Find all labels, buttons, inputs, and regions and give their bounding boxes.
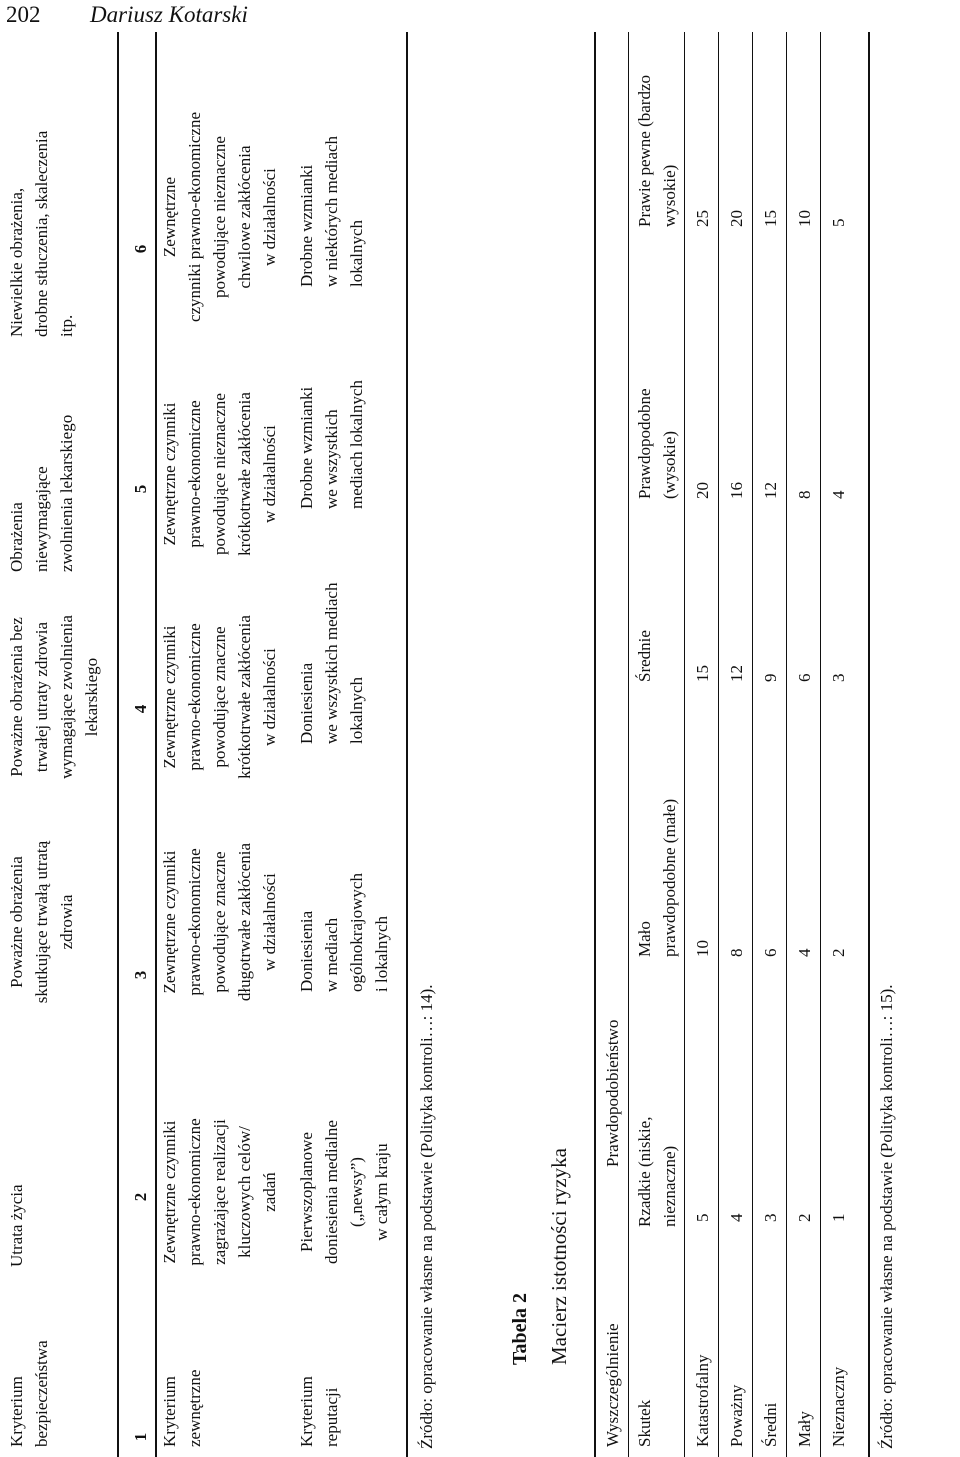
cell-line: itp.: [57, 314, 76, 337]
level-2-cell: [4, 1027, 29, 1267]
risk-score: 4: [727, 1213, 746, 1222]
table-rule: [868, 32, 870, 1457]
cell-line: zagrażające realizacji: [210, 1119, 229, 1265]
level-5-cell: [294, 309, 369, 509]
criterion-cell: [157, 1297, 207, 1447]
level-3-cell: [157, 807, 282, 1037]
cell-line: Prawie pewne (bardzo: [635, 75, 654, 227]
impact-label: Nieznaczny: [829, 1366, 848, 1447]
table-rule: [406, 32, 408, 1457]
table-title: Macierz istotności ryzyka: [547, 1148, 571, 1365]
level-4-cell: [157, 587, 282, 807]
table-rule: [684, 32, 685, 1457]
header-left: Wyszczególnienie: [603, 1323, 622, 1447]
risk-score: 3: [829, 673, 848, 682]
rotated-page-content: [0, 32, 960, 1457]
cell-line: trwałej utraty zdrowia: [32, 621, 51, 773]
cell-line: powodujące nieznaczne: [210, 136, 229, 298]
impact-label: Poważny: [727, 1384, 746, 1447]
cell-line: krótkotrwałe zakłócenia: [235, 615, 254, 779]
cell-line: w działalności: [260, 648, 279, 746]
cell-line: Średnie: [635, 630, 654, 682]
risk-score: 8: [727, 948, 746, 957]
cell-line: kluczowych celów/: [235, 1126, 254, 1258]
cell-line: zwolnienia lekarskiego: [57, 414, 76, 572]
cell-line: w działalności: [260, 168, 279, 266]
page-header: [0, 0, 960, 32]
table-rule: [820, 32, 821, 1457]
corner-cell: Skutek: [635, 1399, 654, 1447]
cell-line: prawno-ekonomiczne: [185, 848, 204, 996]
level-4-cell: [294, 544, 369, 744]
cell-line: wysokie): [660, 164, 679, 227]
table2-source-note: Źródło: opracowanie własne na podstawie (Polityka kontroli…: 15).: [877, 984, 896, 1449]
cell-line: czynniki prawno-ekonomiczne: [185, 111, 204, 323]
cell-line: skutkujące trwałą utratą: [32, 840, 51, 1004]
risk-score: 15: [761, 210, 780, 227]
cell-line: lekarskiego: [82, 657, 101, 737]
criterion-cell: [294, 1297, 344, 1447]
running-head-author: Dariusz Kotarski: [90, 2, 248, 27]
cell-line: prawno-ekonomiczne: [185, 623, 204, 771]
column-number: 4: [131, 704, 150, 714]
cell-line: bezpieczeństwa: [32, 1340, 51, 1447]
cell-line: Kryterium: [297, 1376, 316, 1447]
table-rule: [628, 32, 629, 1457]
probability-column-header: [632, 1007, 682, 1227]
probability-column-header: [632, 27, 682, 227]
cell-line: zewnętrzne: [185, 1369, 204, 1447]
level-5-cell: [4, 342, 79, 572]
level-6-cell: [4, 37, 79, 337]
cell-line: w niektórych mediach: [322, 135, 341, 287]
column-number: 6: [131, 244, 150, 254]
risk-score: 20: [693, 482, 712, 499]
table-rule: [594, 32, 596, 1457]
cell-line: Drobne wzmianki: [297, 164, 316, 287]
cell-line: niewymagające: [32, 466, 51, 572]
criterion-cell: [4, 1297, 54, 1447]
level-6-cell: [294, 87, 369, 287]
risk-score: 5: [829, 218, 848, 227]
risk-score: 1: [829, 1213, 848, 1222]
cell-line: Doniesienia: [297, 910, 316, 992]
risk-score: 10: [795, 210, 814, 227]
cell-line: Doniesienia: [297, 662, 316, 744]
cell-line: lokalnych: [347, 676, 366, 744]
cell-line: Utrata życia: [7, 1184, 26, 1267]
risk-score: 2: [795, 1213, 814, 1222]
cell-line: prawno-ekonomiczne: [185, 400, 204, 548]
probability-column-header: [632, 279, 682, 499]
cell-line: Zewnętrzne czynniki: [160, 402, 179, 546]
cell-line: reputacji: [322, 1387, 341, 1447]
cell-line: zdrowia: [57, 894, 76, 950]
column-number: 5: [131, 484, 150, 494]
impact-label: Mały: [795, 1411, 814, 1447]
cell-line: mediach lokalnych: [347, 380, 366, 509]
cell-line: Poważne obrażenia bez: [7, 617, 26, 777]
cell-line: Drobne wzmianki: [297, 386, 316, 509]
risk-score: 15: [693, 665, 712, 682]
cell-line: Zewnętrzne czynniki: [160, 850, 179, 994]
cell-line: (wysokie): [660, 431, 679, 499]
probability-column-header: [632, 737, 682, 957]
cell-line: Kryterium: [7, 1376, 26, 1447]
table-rule: [718, 32, 719, 1457]
level-4-cell: [4, 587, 104, 807]
cell-line: („newsy”): [347, 1157, 366, 1227]
header-probability: Prawdopodobieństwo: [603, 1019, 622, 1167]
page-number: 202: [6, 2, 41, 27]
risk-score: 6: [795, 673, 814, 682]
cell-line: Obrażenia: [7, 502, 26, 572]
impact-label: Katastrofalny: [693, 1354, 712, 1447]
risk-score: 6: [761, 948, 780, 957]
cell-line: doniesienia medialne: [322, 1120, 341, 1264]
cell-line: długotrwałe zakłócenia: [235, 842, 254, 1002]
risk-score: 3: [761, 1213, 780, 1222]
risk-score: 4: [829, 490, 848, 499]
impact-label: Średni: [761, 1402, 780, 1447]
cell-line: Pierwszoplanowe: [297, 1132, 316, 1252]
cell-line: nieznaczne): [660, 1145, 679, 1227]
column-number: 2: [131, 1192, 150, 1202]
cell-line: drobne stłuczenia, skaleczenia: [32, 130, 51, 337]
risk-score: 20: [727, 210, 746, 227]
table1-source-note: Źródło: opracowanie własne na podstawie (Polityka kontroli…: 14).: [417, 984, 436, 1449]
cell-line: wymagające zwolnienia: [57, 615, 76, 779]
cell-line: ogólnokrajowych: [347, 873, 366, 992]
cell-line: zadań: [260, 1172, 279, 1212]
table-number: Tabela 2: [509, 1292, 531, 1365]
cell-line: prawdopodobne (małe): [660, 798, 679, 957]
cell-line: Kryterium: [160, 1376, 179, 1447]
risk-score: 2: [829, 948, 848, 957]
cell-line: Zewnętrzne czynniki: [160, 625, 179, 769]
level-2-cell: [157, 1077, 282, 1307]
cell-line: we wszystkich mediach: [322, 582, 341, 744]
risk-score: 12: [727, 665, 746, 682]
cell-line: Poważne obrażenia: [7, 856, 26, 988]
table-rule: [786, 32, 787, 1457]
table-rule: [752, 32, 753, 1457]
column-number: 3: [131, 970, 150, 980]
cell-line: we wszystkich: [322, 409, 341, 509]
cell-line: Mało: [635, 921, 654, 957]
cell-line: w działalności: [260, 425, 279, 523]
cell-line: w mediach: [322, 917, 341, 992]
risk-score: 9: [761, 673, 780, 682]
level-6-cell: [157, 67, 282, 367]
level-5-cell: [157, 359, 282, 589]
level-2-cell: [294, 1077, 394, 1307]
cell-line: Niewielkie obrażenia,: [7, 187, 26, 337]
cell-line: i lokalnych: [372, 915, 391, 992]
level-3-cell: [294, 792, 394, 992]
risk-score: 16: [727, 482, 746, 499]
level-3-cell: [4, 807, 79, 1037]
cell-line: powodujące nieznaczne: [210, 393, 229, 555]
risk-score: 5: [693, 1213, 712, 1222]
column-number: 1: [131, 1432, 150, 1442]
cell-line: prawno-ekonomiczne: [185, 1118, 204, 1266]
cell-line: Prawdopodobne: [635, 388, 654, 499]
cell-line: Rzadkie (niskie,: [635, 1116, 654, 1227]
risk-score: 8: [795, 490, 814, 499]
risk-score: 12: [761, 482, 780, 499]
cell-line: powodujące znaczne: [210, 626, 229, 768]
risk-score: 4: [795, 948, 814, 957]
cell-line: chwilowe zakłócenia: [235, 145, 254, 289]
cell-line: w działalności: [260, 873, 279, 971]
cell-line: Zewnętrzne czynniki: [160, 1120, 179, 1264]
cell-line: krótkotrwałe zakłócenia: [235, 392, 254, 556]
cell-line: powodujące znaczne: [210, 851, 229, 993]
cell-line: Zewnętrzne: [160, 176, 179, 258]
table-rule: [117, 32, 119, 1457]
risk-score: 25: [693, 210, 712, 227]
risk-score: 10: [693, 940, 712, 957]
probability-column-header: [632, 482, 657, 682]
cell-line: w całym kraju: [372, 1143, 391, 1241]
cell-line: lokalnych: [347, 219, 366, 287]
